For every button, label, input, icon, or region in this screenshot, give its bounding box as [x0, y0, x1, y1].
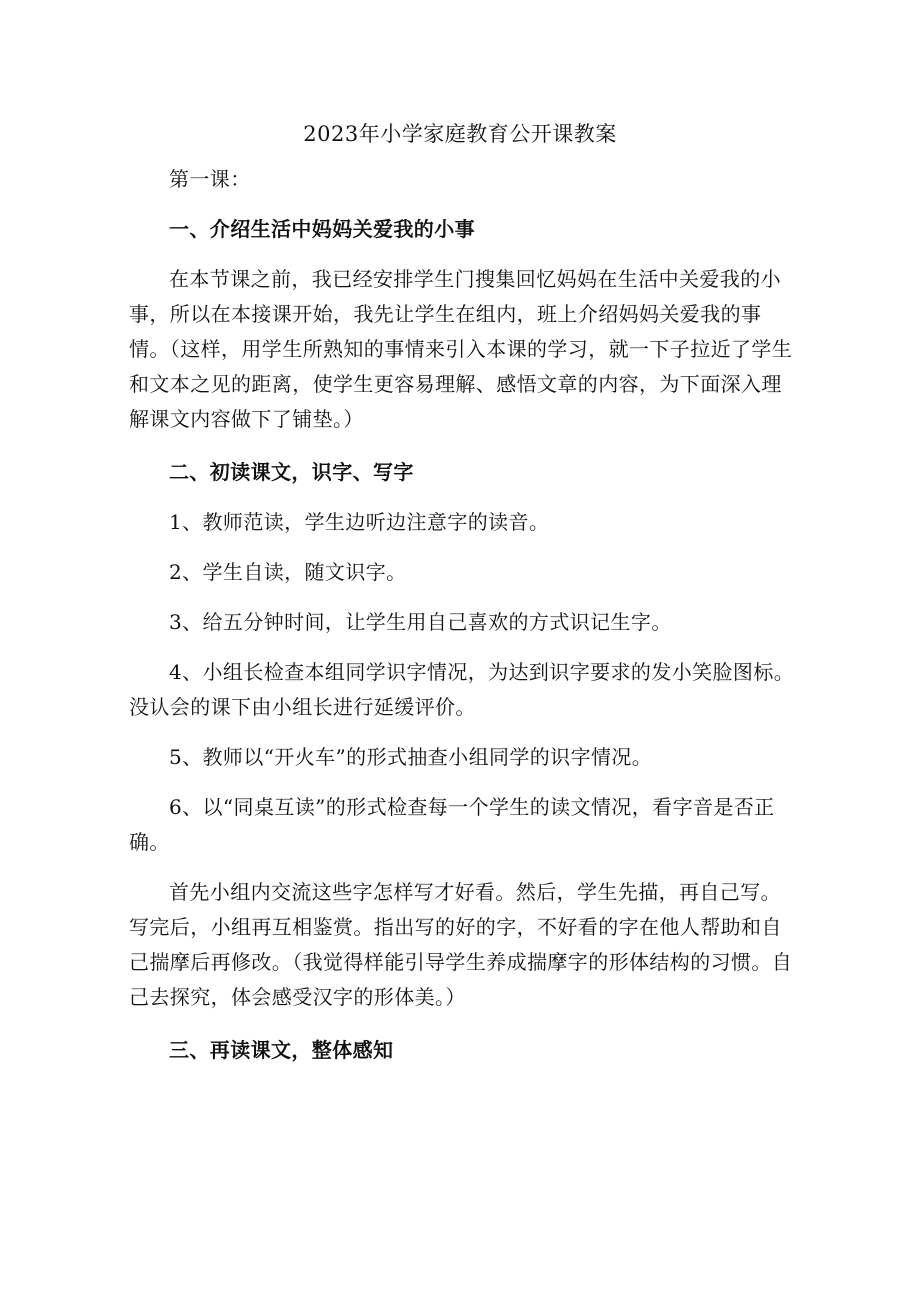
- section-heading-3: 三、再读课文，整体感知: [169, 1038, 394, 1062]
- step-item: 5、教师以“开火车”的形式抽查小组同学的识字情况。: [169, 745, 653, 769]
- step-item: 6、以“同桌互读”的形式检查每一个学生的读文情况，看字音是否正确。: [129, 795, 775, 854]
- section-1-paragraph: 在本节课之前，我已经安排学生门搜集回忆妈妈在生活中关爱我的小事，所以在本接课开始，我先让学生在组内，班上介绍妈妈关爱我的事情。（这样，用学生所熟知的事情来引入本课的学习，就一下子拉近了学生和文本之见的距离，使学生更容易理解、感悟文章的内容，为下面深入理解课文内容做下了铺垫。）: [129, 267, 793, 431]
- lesson-label: 第一课：: [169, 167, 251, 191]
- step-item: 2、学生自读，随文识字。: [169, 560, 407, 584]
- step-item: 3、给五分钟时间，让学生用自己喜欢的方式识记生字。: [169, 610, 672, 634]
- section-heading-1: 一、介绍生活中妈妈关爱我的小事: [169, 217, 475, 241]
- step-item: 1、教师范读，学生边听边注意字的读音。: [169, 510, 550, 534]
- document-body: [129, 162, 799, 1068]
- document-title: 2023年小学家庭教育公开课教案: [303, 122, 617, 146]
- section-heading-2: 二、初读课文，识字、写字: [169, 460, 414, 484]
- step-item: 4、小组长检查本组同学识字情况，为达到识字要求的发小笑脸图标。没认会的课下由小组长进行延缓评价。: [129, 660, 795, 719]
- writing-paragraph: 首先小组内交流这些字怎样写才好看。然后，学生先描，再自己写。写完后，小组再互相鉴赏。指出写的好的字，不好看的字在他人帮助和自己揣摩后再修改。（我觉得样能引导学生养成揣摩字的形体结构的习惯。自己去探究，体会感受汉字的形体美。）: [129, 880, 793, 1009]
